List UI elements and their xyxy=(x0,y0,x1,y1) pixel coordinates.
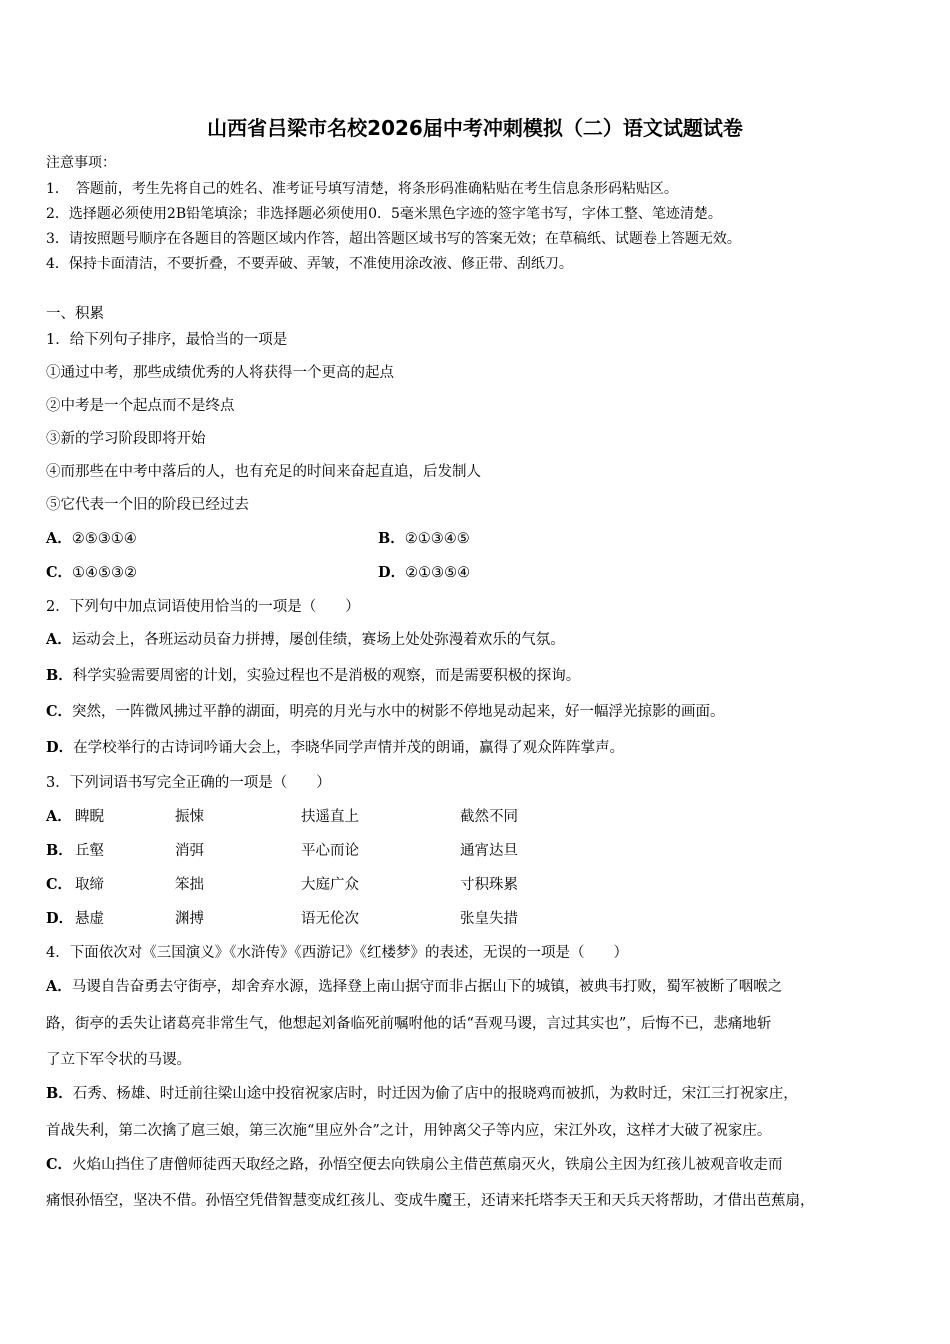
word: 睥睨 xyxy=(75,809,104,825)
q4-option-b-line xyxy=(46,1082,798,1103)
option-text: ②①③④⑤ xyxy=(404,531,470,547)
option-label: B． xyxy=(46,667,73,684)
section-heading: 一、积累 xyxy=(46,306,104,322)
option-text: 运动会上，各班运动员奋力拼搏，屡创佳绩，赛场上处处弥漫着欢乐的气氛。 xyxy=(71,632,565,648)
word: 笨拙 xyxy=(175,877,204,893)
word: 消弭 xyxy=(175,843,204,859)
option-text: ②⑤③①④ xyxy=(71,531,137,547)
q1-option-d xyxy=(378,561,470,582)
option-text: 火焰山挡住了唐僧师徒西天取经之路，孙悟空便去向铁扇公主借芭蕉扇灭火，铁扇公主因为红孩儿被观音收走而 xyxy=(72,1157,783,1173)
question-1-stem: 1．给下列句子排序，最恰当的一项是 xyxy=(46,332,288,348)
q1-sentence: ③新的学习阶段即将开始 xyxy=(46,431,206,447)
word: 振悚 xyxy=(175,809,204,825)
option-text: 路，街亭的丢失让诸葛亮非常生气，他想起刘备临死前嘱咐他的话“吾观马谡，言过其实也”，后悔不已，悲痛地斩 xyxy=(46,1016,772,1032)
q2-option-b xyxy=(46,664,580,685)
word: 丘壑 xyxy=(75,843,104,859)
option-text: 马谡自告奋勇去守街亭，却舍弃水源，选择登上南山据守而非占据山下的城镇，被典韦打败，蜀军被断了咽喉之 xyxy=(71,979,783,995)
q4-option-c-line xyxy=(46,1189,815,1210)
question-3-stem: 3．下列词语书写完全正确的一项是（ ） xyxy=(46,775,331,791)
option-text: 了立下军令状的马谡。 xyxy=(46,1052,191,1068)
q1-sentence: ①通过中考，那些成绩优秀的人将获得一个更高的起点 xyxy=(46,365,394,381)
option-label: C． xyxy=(46,564,73,581)
notice-item: 2．选择题必须使用2B铅笔填涂；非选择题必须使用0．5毫米黑色字迹的签字笔书写，字体工整、笔迹清楚。 xyxy=(46,206,722,222)
word: 扶遥直上 xyxy=(301,809,359,825)
word: 悬虚 xyxy=(75,911,104,927)
question-4-stem: 4．下面依次对《三国演义》《水浒传》《西游记》《红楼梦》的表述，无误的一项是（ ） xyxy=(46,945,628,961)
option-text: ②①③⑤④ xyxy=(405,565,471,581)
option-label: D． xyxy=(46,910,74,927)
notice-item: 1． 答题前，考生先将自己的姓名、准考证号填写清楚，将条形码准确粘贴在考生信息条形码粘贴区。 xyxy=(46,181,678,197)
option-label: B． xyxy=(378,530,405,547)
notice-item: 4．保持卡面清洁，不要折叠，不要弄破、弄皱，不准使用涂改液、修正带、刮纸刀。 xyxy=(46,256,573,272)
option-label: C． xyxy=(46,1156,73,1173)
option-label: A． xyxy=(46,530,72,547)
q1-sentence: ②中考是一个起点而不是终点 xyxy=(46,398,235,414)
option-text: 石秀、杨雄、时迁前往梁山途中投宿祝家店时，时迁因为偷了店中的报晓鸡而被抓，为救时迁，宋江三打祝家庄， xyxy=(72,1086,798,1102)
q2-option-a xyxy=(46,628,565,649)
notice-item: 3．请按照题号顺序在各题目的答题区域内作答，超出答题区域书写的答案无效；在草稿纸、试题卷上答题无效。 xyxy=(46,231,741,247)
word: 取缔 xyxy=(75,877,104,893)
option-label: A． xyxy=(46,631,72,648)
q1-sentence: ⑤它代表一个旧的阶段已经过去 xyxy=(46,497,249,513)
option-text: 在学校举行的古诗词吟诵大会上，李晓华同学声情并茂的朗诵，赢得了观众阵阵掌声。 xyxy=(73,740,625,756)
q1-sentence: ④而那些在中考中落后的人，也有充足的时间来奋起直追，后发制人 xyxy=(46,464,481,480)
option-text: 痛恨孙悟空，坚决不借。孙悟空凭借智慧变成红孩儿、变成牛魔王，还请来托塔李天王和天兵天将帮助，才借出芭蕉扇， xyxy=(46,1193,815,1209)
q1-option-c xyxy=(46,561,137,582)
word: 平心而论 xyxy=(301,843,359,859)
q4-option-b-line xyxy=(46,1119,771,1140)
option-text: ①④⑤③② xyxy=(72,565,138,581)
option-text: 科学实验需要周密的计划，实验过程也不是消极的观察，而是需要积极的探询。 xyxy=(72,668,581,684)
word: 大庭广众 xyxy=(301,877,359,893)
q4-option-a-line xyxy=(46,975,782,996)
option-label: B． xyxy=(46,1085,73,1102)
q1-option-a xyxy=(46,527,137,548)
option-label: D． xyxy=(378,564,406,581)
option-text: 突然，一阵微风拂过平静的湖面，明亮的月光与水中的树影不停地晃动起来，好一幅浮光掠影的画面。 xyxy=(72,704,725,720)
q4-option-a-line xyxy=(46,1012,771,1033)
option-label: C． xyxy=(46,876,73,893)
notice-heading: 注意事项： xyxy=(46,155,116,171)
word: 寸积珠累 xyxy=(460,877,518,893)
word: 张皇失措 xyxy=(460,911,518,927)
word: 截然不同 xyxy=(460,809,518,825)
option-label: B． xyxy=(46,842,73,859)
option-label: A． xyxy=(46,808,72,825)
exam-title: 山西省吕梁市名校2026届中考冲刺模拟（二）语文试题试卷 xyxy=(207,116,743,140)
option-label: A． xyxy=(46,978,72,995)
option-label: D． xyxy=(46,739,74,756)
word: 语无伦次 xyxy=(301,911,359,927)
q4-option-c-line xyxy=(46,1153,783,1174)
word: 通宵达旦 xyxy=(460,843,518,859)
question-2-stem: 2．下列句中加点词语使用恰当的一项是（ ） xyxy=(46,599,360,615)
q2-option-c xyxy=(46,700,725,721)
q2-option-d xyxy=(46,736,624,757)
option-text: 首战失利，第二次擒了扈三娘，第三次施“里应外合”之计，用钟离父子等内应，宋江外攻，这样才大破了祝家庄。 xyxy=(46,1123,772,1139)
word: 渊搏 xyxy=(175,911,204,927)
q1-option-b xyxy=(378,527,470,548)
q4-option-a-line xyxy=(46,1048,191,1069)
option-label: C． xyxy=(46,703,73,720)
